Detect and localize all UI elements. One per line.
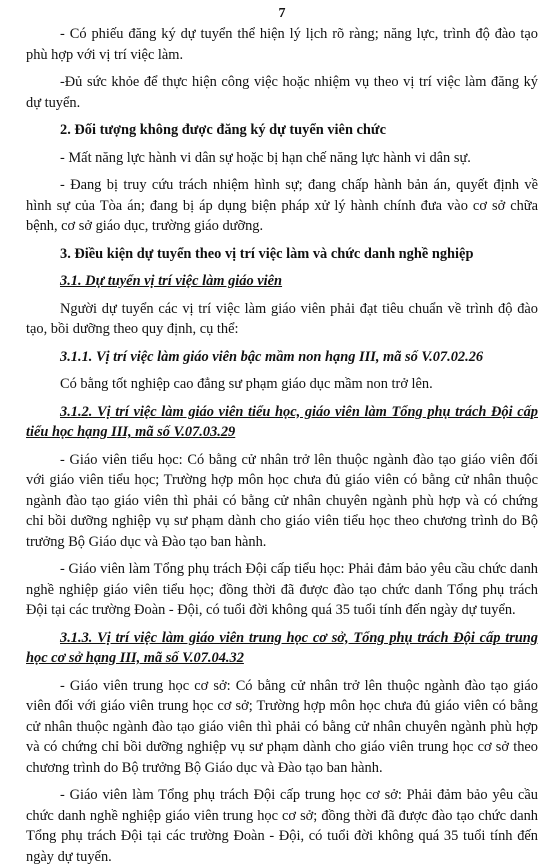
paragraph-registration-form: - Có phiếu đăng ký dự tuyển thể hiện lý lịch rõ ràng; năng lực, trình độ đào tạo phù hợp với vị trí việc làm. xyxy=(26,26,538,63)
paragraph-civil-capacity: - Mất năng lực hành vi dân sự hoặc bị hạn chế năng lực hành vi dân sự. xyxy=(60,149,471,166)
paragraph-health: -Đủ sức khỏe để thực hiện công việc hoặc nhiệm vụ theo vị trí việc làm đăng ký dự tuyển. xyxy=(26,74,538,111)
paragraph-primary-team-leader: - Giáo viên làm Tổng phụ trách Đội cấp tiểu học: Phải đảm bảo yêu cầu chức danh nghề nghiệp giáo viên tiểu học; đồng thời đã được đào tạo chức danh Tổng phụ trách Đội tại các trường Đoàn - Đội, có tuổi đời không quá 35 tuổi tính đến ngày dự tuyển. xyxy=(26,561,538,618)
subheading-teacher-recruitment: 3.1. Dự tuyển vị trí việc làm giáo viên xyxy=(60,273,283,289)
paragraph-preschool-degree: Có bằng tốt nghiệp cao đẳng sư phạm giáo dục mầm non trở lên. xyxy=(60,376,433,392)
heading-ineligible-candidates: 2. Đối tượng không được đăng ký dự tuyển viên chức xyxy=(60,122,386,138)
subheading-primary-teacher: 3.1.2. Vị trí việc làm giáo viên tiểu học, giáo viên làm Tổng phụ trách Đội cấp tiểu học hạng III, mã số V.07.03.29 xyxy=(26,403,538,440)
heading-recruitment-conditions: 3. Điều kiện dự tuyển theo vị trí việc làm và chức danh nghề nghiệp xyxy=(60,245,474,262)
paragraph-secondary-teacher: - Giáo viên trung học cơ sở: Có bằng cử nhân trở lên thuộc ngành đào tạo giáo viên đối với giáo viên trung học cơ sở; Trường hợp môn học chưa đủ giáo viên có bằng cử nhân thuộc ngành đào tạo giáo viên thì phải có bằng cử nhân chuyên ngành phù hợp và có chứng chỉ bồi dưỡng nghiệp vụ sư phạm dành cho giáo viên trung học cơ sở theo chương trình do Bộ trưởng Bộ Giáo dục và Đào tạo ban hành. xyxy=(26,677,538,776)
paragraph-secondary-team-leader: - Giáo viên làm Tổng phụ trách Đội cấp trung học cơ sở: Phải đảm bảo yêu cầu chức danh nghề nghiệp giáo viên trung học cơ sở; đồng thời đã được đào tạo chức danh Tổng phụ trách Đội tại các trường Đoàn - Đội, có tuổi đời không quá 35 tuổi tính đến ngày dự tuyển. xyxy=(26,787,538,865)
page-number: 7 xyxy=(278,6,286,21)
subheading-preschool-teacher: 3.1.1. Vị trí việc làm giáo viên bậc mầm non hạng III, mã số V.07.02.26 xyxy=(60,348,484,365)
paragraph-teacher-standards: Người dự tuyển các vị trí việc làm giáo viên phải đạt tiêu chuẩn về trình độ đào tạo, bồi dưỡng theo quy định, cụ thể: xyxy=(26,300,538,337)
paragraph-primary-teacher: - Giáo viên tiểu học: Có bằng cử nhân trở lên thuộc ngành đào tạo giáo viên đối với giáo viên tiểu học; Trường hợp môn học chưa đủ giáo viên có bằng cử nhân thuộc ngành đào tạo giáo viên thì phải có bằng cử nhân chuyên ngành phù hợp và có chứng chỉ bồi dưỡng nghiệp vụ sư phạm dành cho giáo viên tiểu học theo chương trình do Bộ trưởng Bộ Giáo dục và Đào tạo ban hành. xyxy=(26,451,538,550)
paragraph-criminal-liability: - Đang bị truy cứu trách nhiệm hình sự; đang chấp hành bản án, quyết định về hình sự của Tòa án; đang bị áp dụng biện pháp xử lý hành chính đưa vào cơ sở chữa bệnh, cơ sở giáo dục, trường giáo dưỡng. xyxy=(26,177,538,234)
subheading-secondary-teacher: 3.1.3. Vị trí việc làm giáo viên trung học cơ sở, Tổng phụ trách Đội cấp trung học cơ sở hạng III, mã số V.07.04.32 xyxy=(26,629,538,666)
